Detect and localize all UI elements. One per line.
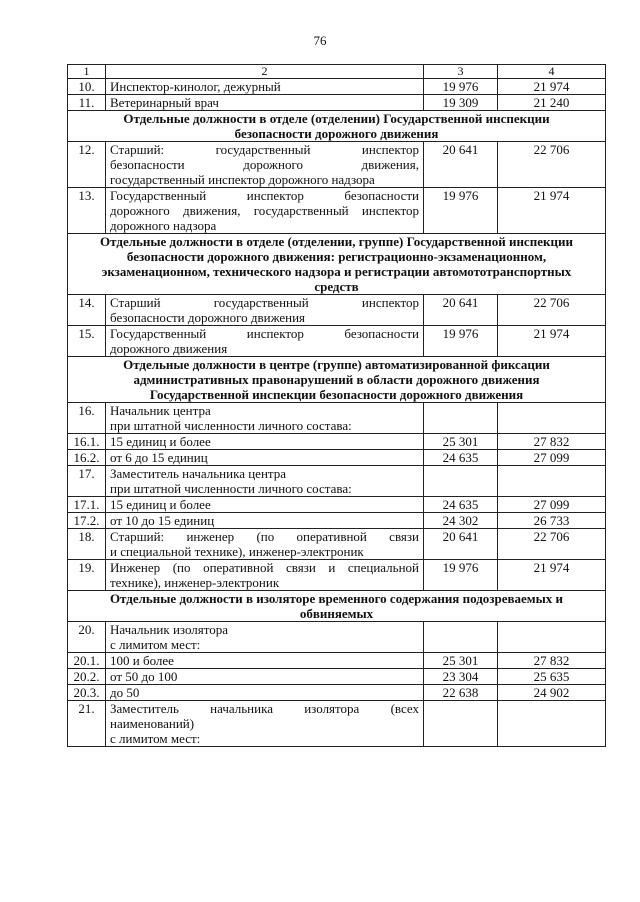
table-row <box>68 142 606 188</box>
table-row <box>68 403 606 434</box>
position-title <box>106 513 424 529</box>
header-col-4: 4 <box>498 65 606 79</box>
salary-min: 24 302 <box>424 513 498 529</box>
row-number: 20.1. <box>68 653 106 669</box>
section-title-line: обвиняемых <box>299 606 374 621</box>
salary-min: 22 638 <box>424 685 498 701</box>
salary-max: 22 706 <box>498 295 606 326</box>
salary-max: 24 902 <box>498 685 606 701</box>
table-row <box>68 466 606 497</box>
salary-min: 19 976 <box>424 188 498 234</box>
table-row <box>68 95 606 111</box>
position-title-line: Старший: государственный инспектор <box>110 142 419 157</box>
position-title-line: дорожного движения, государственный инспектор <box>110 203 419 218</box>
table-row <box>68 497 606 513</box>
row-number: 16.2. <box>68 450 106 466</box>
row-number: 19. <box>68 560 106 591</box>
section-title-line: средств <box>314 279 359 294</box>
page-number: 76 <box>313 33 327 48</box>
salary-min: 24 635 <box>424 497 498 513</box>
row-number: 17.2. <box>68 513 106 529</box>
position-title <box>106 326 424 357</box>
table-row <box>68 326 606 357</box>
section-title-line: Отдельные должности в изоляторе временного содержания подозреваемых и <box>109 591 564 606</box>
position-title-line: государственный инспектор дорожного надзора <box>110 172 375 187</box>
salary-min: 19 976 <box>424 560 498 591</box>
header-col-2: 2 <box>106 65 424 79</box>
table-row <box>68 685 606 701</box>
position-title-line: дорожного надзора <box>110 218 217 233</box>
row-number: 17.1. <box>68 497 106 513</box>
position-title <box>106 529 424 560</box>
table-header-row <box>68 65 606 79</box>
position-title-line: от 10 до 15 единиц <box>110 513 215 528</box>
row-number: 13. <box>68 188 106 234</box>
salary-max: 25 635 <box>498 669 606 685</box>
row-number: 17. <box>68 466 106 497</box>
position-title-line: с лимитом мест: <box>110 637 201 652</box>
salary-min: 19 309 <box>424 95 498 111</box>
table-row <box>68 560 606 591</box>
position-title <box>106 188 424 234</box>
salary-max: 22 706 <box>498 529 606 560</box>
salary-max: 21 974 <box>498 560 606 591</box>
section-title <box>68 234 606 295</box>
section-title <box>68 111 606 142</box>
position-title-line: и специальной технике), инженер-электроник <box>110 544 364 559</box>
position-title <box>106 79 424 95</box>
salary-min <box>424 622 498 653</box>
table-row <box>68 701 606 747</box>
section-title <box>68 357 606 403</box>
position-title-line: технике), инженер-электроник <box>110 575 280 590</box>
table-row <box>68 653 606 669</box>
position-title-line: Начальник центра <box>110 403 211 418</box>
table-row <box>68 669 606 685</box>
position-title <box>106 560 424 591</box>
row-number: 15. <box>68 326 106 357</box>
salary-min: 20 641 <box>424 529 498 560</box>
row-number: 10. <box>68 79 106 95</box>
position-title-line: при штатной численности личного состава: <box>110 418 352 433</box>
position-title-line: наименований) <box>110 716 195 731</box>
salary-max: 27 099 <box>498 497 606 513</box>
position-title <box>106 295 424 326</box>
row-number: 20.2. <box>68 669 106 685</box>
position-title-line: Старший государственный инспектор <box>110 295 419 310</box>
salary-min: 20 641 <box>424 142 498 188</box>
position-title <box>106 95 424 111</box>
salary-min: 25 301 <box>424 434 498 450</box>
section-title-line: Отдельные должности в отделе (отделении) Государственной инспекции <box>123 111 550 126</box>
table-row <box>68 79 606 95</box>
salary-table <box>67 64 606 747</box>
section-title-line: экзаменационном, технического надзора и регистрации автомототранспортных <box>101 264 572 279</box>
table-row <box>68 450 606 466</box>
position-title <box>106 466 424 497</box>
position-title-line: Инженер (по оперативной связи и специальной <box>110 560 419 575</box>
salary-max: 21 240 <box>498 95 606 111</box>
section-title-line: административных правонарушений в области дорожного движения <box>133 372 540 387</box>
salary-max <box>498 622 606 653</box>
position-title-line: с лимитом мест: <box>110 731 201 746</box>
position-title <box>106 685 424 701</box>
salary-min: 20 641 <box>424 295 498 326</box>
section-title-line: безопасности дорожного движения: регистрационно-экзаменационном, <box>126 249 547 264</box>
salary-max <box>498 403 606 434</box>
salary-min: 25 301 <box>424 653 498 669</box>
position-title-line: 15 единиц и более <box>110 434 211 449</box>
position-title-line: дорожного движения <box>110 341 228 356</box>
salary-min: 19 976 <box>424 326 498 357</box>
position-title <box>106 403 424 434</box>
position-title-line: Заместитель начальника центра <box>110 466 287 481</box>
salary-max: 27 832 <box>498 653 606 669</box>
section-title-line: Отдельные должности в отделе (отделении, группе) Государственной инспекции <box>100 234 573 249</box>
table-row <box>68 188 606 234</box>
section-title <box>68 591 606 622</box>
row-number: 14. <box>68 295 106 326</box>
position-title <box>106 701 424 747</box>
position-title-line: от 6 до 15 единиц <box>110 450 208 465</box>
row-number: 21. <box>68 701 106 747</box>
position-title <box>106 653 424 669</box>
row-number: 16.1. <box>68 434 106 450</box>
position-title <box>106 622 424 653</box>
salary-max: 26 733 <box>498 513 606 529</box>
salary-min <box>424 701 498 747</box>
salary-max <box>498 701 606 747</box>
salary-min: 24 635 <box>424 450 498 466</box>
section-title-line: Государственной инспекции безопасности дорожного движения <box>149 387 524 402</box>
section-title-line: Отдельные должности в центре (группе) автоматизированной фиксации <box>123 357 550 372</box>
salary-max <box>498 466 606 497</box>
position-title-line: Государственный инспектор безопасности <box>110 326 419 341</box>
position-title-line: Инспектор-кинолог, дежурный <box>110 79 281 94</box>
salary-min: 19 976 <box>424 79 498 95</box>
salary-min <box>424 466 498 497</box>
salary-min <box>424 403 498 434</box>
table-row <box>68 529 606 560</box>
row-number: 20. <box>68 622 106 653</box>
row-number: 12. <box>68 142 106 188</box>
salary-max: 21 974 <box>498 79 606 95</box>
table-row <box>68 513 606 529</box>
salary-max: 21 974 <box>498 188 606 234</box>
position-title-line: от 50 до 100 <box>110 669 178 684</box>
header-col-1: 1 <box>68 65 106 79</box>
table-row <box>68 622 606 653</box>
position-title-line: 100 и более <box>110 653 174 668</box>
position-title <box>106 450 424 466</box>
row-number: 18. <box>68 529 106 560</box>
row-number: 20.3. <box>68 685 106 701</box>
position-title-line: безопасности дорожного движения <box>110 310 306 325</box>
table-row <box>68 434 606 450</box>
position-title-line: до 50 <box>110 685 140 700</box>
header-col-3: 3 <box>424 65 498 79</box>
section-header-row <box>68 234 606 295</box>
salary-max: 21 974 <box>498 326 606 357</box>
position-title <box>106 142 424 188</box>
position-title-line: Ветеринарный врач <box>110 95 219 110</box>
row-number: 11. <box>68 95 106 111</box>
row-number: 16. <box>68 403 106 434</box>
position-title <box>106 497 424 513</box>
position-title-line: Старший: инженер (по оперативной связи <box>110 529 419 544</box>
salary-max: 27 099 <box>498 450 606 466</box>
position-title-line: безопасности дорожного движения, <box>110 157 419 172</box>
position-title <box>106 669 424 685</box>
position-title <box>106 434 424 450</box>
position-title-line: 15 единиц и более <box>110 497 211 512</box>
section-header-row <box>68 591 606 622</box>
salary-min: 23 304 <box>424 669 498 685</box>
position-title-line: при штатной численности личного состава: <box>110 481 352 496</box>
position-title-line: Заместитель начальника изолятора (всех <box>110 701 419 716</box>
salary-max: 22 706 <box>498 142 606 188</box>
section-header-row <box>68 111 606 142</box>
section-title-line: безопасности дорожного движения <box>234 126 439 141</box>
salary-max: 27 832 <box>498 434 606 450</box>
table-row <box>68 295 606 326</box>
position-title-line: Начальник изолятора <box>110 622 229 637</box>
position-title-line: Государственный инспектор безопасности <box>110 188 419 203</box>
section-header-row <box>68 357 606 403</box>
